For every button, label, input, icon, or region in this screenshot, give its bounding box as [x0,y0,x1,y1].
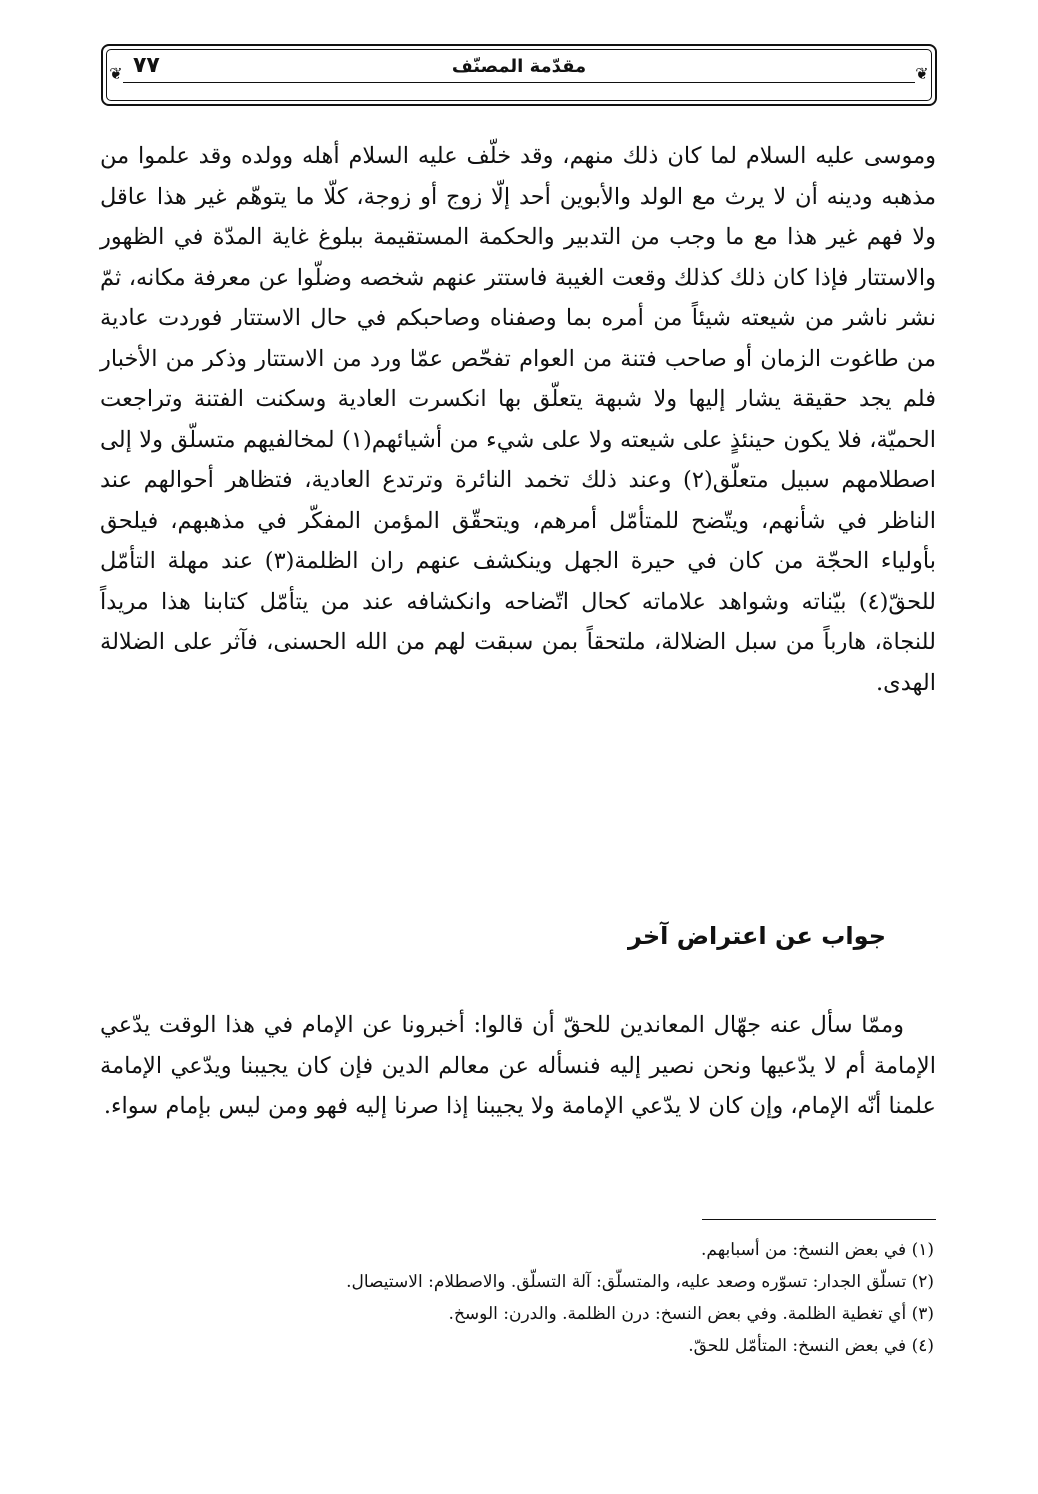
second-paragraph: وممّا سأل عنه جهّال المعاندين للحقّ أن قالوا: أخبرونا عن الإمام في هذا الوقت يدّعي الإمامة أم لا يدّعيها ونحن نصير إليه فنسأله عن معالم الدين فإن كان يجيبنا ويدّعي الإمامة علمنا أنّه الإمام، وإن كان لا يدّعي الإمامة ولا يجيبنا إذا صرنا إليه فهو ومن ليس بإمام سواء. [100,1012,936,1119]
page-number: ٧٧ [133,53,160,78]
section-heading: جواب عن اعتراض آخر [627,922,886,950]
main-text [100,136,936,703]
footnotes [100,1234,936,1362]
footnote-1: (١) في بعض النسخ: من أسبابهم. [701,1240,934,1260]
left-ornament-icon: ❦ [109,63,123,83]
footnote-2: (٢) تسلّق الجدار: تسوّره وصعد عليه، والمتسلّق: آلة التسلّق. والاصطلام: الاستيصال. [346,1272,934,1292]
running-title: مقدّمة المصنّف [451,56,587,77]
footnote-rule [702,1219,936,1220]
right-ornament-icon: ❦ [915,63,929,83]
header-rule [123,82,915,83]
page-header [101,44,937,106]
body-paragraph: وموسى عليه السلام لما كان ذلك منهم، وقد خلّف عليه السلام أهله وولده وقد علموا من مذهبه ودينه أن لا يرث مع الولد والأبوين أحد إلّا زوج أو زوجة، كلّا ما يتوهّم غير هذا عاقل ولا فهم غير هذا مع ما وجب من التدبير والحكمة المستقيمة ببلوغ غاية المدّة في الظهور والاستتار فإذا كان ذلك كذلك وقعت الغيبة فاستتر عنهم شخصه وضلّوا عن معرفة مكانه، ثمّ نشر ناشر من شيعته شيئاً من أمره بما وصفناه وصاحبكم في حال الاستتار فوردت عادية من طاغوت الزمان أو صاحب فتنة من العوام تفحّص عمّا ورد من الاستتار وذكر من الأخبار فلم يجد حقيقة يشار إليها ولا شبهة يتعلّق بها انكسرت العادية وسكنت الفتنة وتراجعت الحميّة، فلا يكون حينئذٍ على شيعته ولا على شيء من أشيائهم(١) لمخالفيهم متسلّق ولا إلى اصطلامهم سبيل متعلّق(٢) وعند ذلك تخمد النائرة وترتدع العادية، فتظاهر أحوالهم عند الناظر في شأنهم، ويتّضح للمتأمّل أمرهم، ويتحقّق المؤمن المفكّر في مذهبهم، فيلحق بأولياء الحجّة من كان في حيرة الجهل وينكشف عنهم ران الظلمة(٣) عند مهلة التأمّل للحقّ(٤) بيّناته وشواهد علاماته كحال اتّضاحه وانكشافه عند من يتأمّل كتابنا هذا مريداً للنجاة، هارباً من سبل الضلالة، ملتحقاً بمن سبقت لهم من الله الحسنى، فآثر على الضلالة الهدى. [100,143,936,696]
footnote-3: (٣) أي تغطية الظلمة. وفي بعض النسخ: درن الظلمة. والدرن: الوسخ. [448,1304,934,1324]
footnote-4: (٤) في بعض النسخ: المتأمّل للحقّ. [688,1336,934,1356]
